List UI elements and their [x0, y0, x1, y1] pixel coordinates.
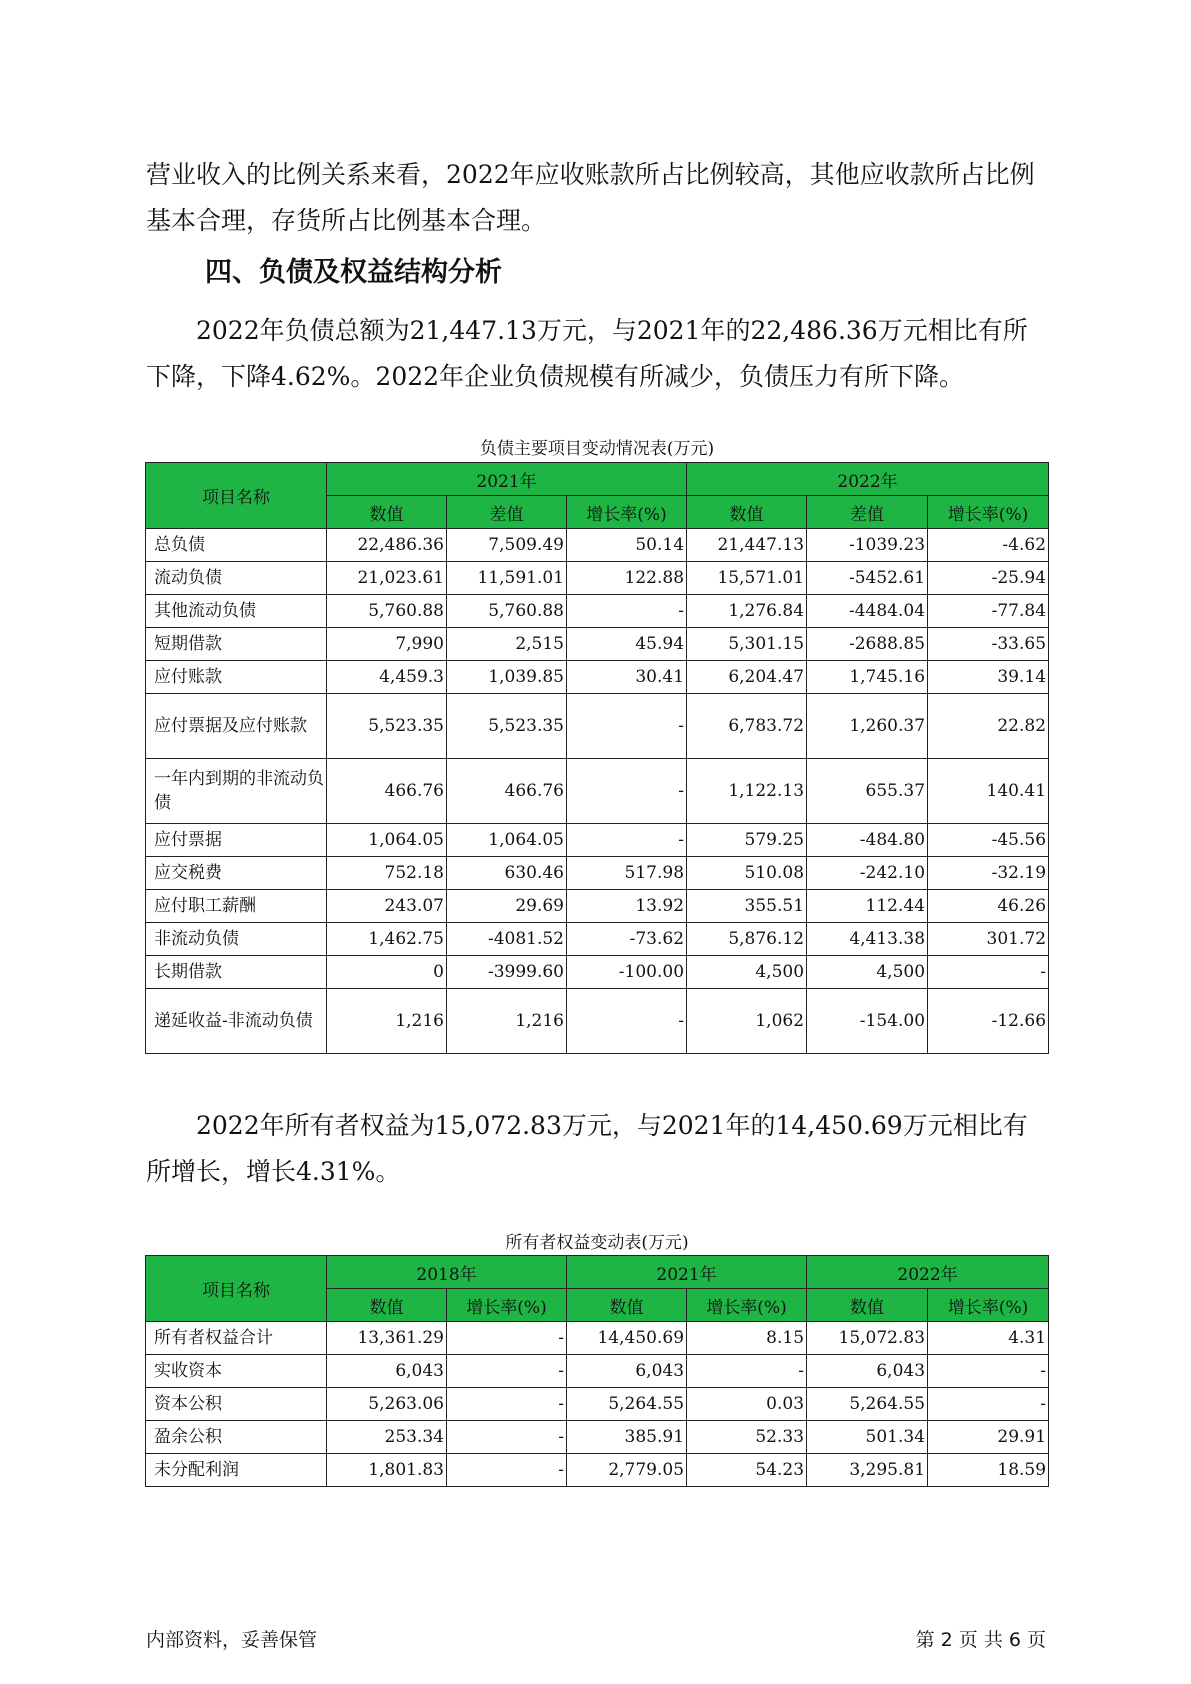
table-cell: -77.84 — [928, 595, 1049, 628]
row-name: 总负债 — [146, 529, 327, 562]
table-cell: -73.62 — [567, 923, 687, 956]
table-cell: 21,023.61 — [327, 562, 447, 595]
table-cell: -4081.52 — [447, 923, 567, 956]
table-cell: - — [567, 759, 687, 824]
table-cell: -242.10 — [807, 857, 928, 890]
table-cell: -154.00 — [807, 989, 928, 1054]
table-cell: 29.91 — [928, 1421, 1049, 1454]
paragraph-equity: 2022年所有者权益为15,072.83万元，与2021年的14,450.69万元相比有所增长，增长4.31%。 — [146, 1111, 1028, 1186]
table-cell: 4,500 — [807, 956, 928, 989]
table-row — [146, 628, 1049, 661]
table-cell: 54.23 — [687, 1454, 807, 1487]
table-row — [146, 1421, 1049, 1454]
row-name: 未分配利润 — [146, 1454, 327, 1487]
table-cell: 5,523.35 — [447, 694, 567, 759]
table-cell: - — [447, 1454, 567, 1487]
table-cell: 29.69 — [447, 890, 567, 923]
table-cell: 253.34 — [327, 1421, 447, 1454]
table-cell: 6,783.72 — [687, 694, 807, 759]
table-cell: 4,413.38 — [807, 923, 928, 956]
table-cell: 1,122.13 — [687, 759, 807, 824]
table-cell: 1,462.75 — [327, 923, 447, 956]
table-cell: - — [567, 694, 687, 759]
table-cell: -484.80 — [807, 824, 928, 857]
table-cell: 0 — [327, 956, 447, 989]
table-row — [146, 529, 1049, 562]
table-cell: 0.03 — [687, 1388, 807, 1421]
header-item-name: 项目名称 — [146, 1256, 327, 1322]
table-cell: - — [928, 956, 1049, 989]
table-cell: 6,043 — [567, 1355, 687, 1388]
header-year-2021: 2021年 — [327, 463, 687, 496]
table-cell: 21,447.13 — [687, 529, 807, 562]
table1-caption: 负债主要项目变动情况表(万元) — [479, 439, 715, 459]
table-cell: -1039.23 — [807, 529, 928, 562]
paragraph-assets-summary: 营业收入的比例关系来看，2022年应收账款所占比例较高，其他应收款所占比例基本合理，存货所占比例基本合理。 — [146, 160, 1035, 235]
table-cell: - — [447, 1388, 567, 1421]
header-year-2021: 2021年 — [567, 1256, 807, 1289]
paragraph-liabilities: 2022年负债总额为21,447.13万元，与2021年的22,486.36万元相比有所下降，下降4.62%。2022年企业负债规模有所减少，负债压力有所下降。 — [146, 316, 1028, 391]
table-cell: 1,745.16 — [807, 661, 928, 694]
table-row — [146, 595, 1049, 628]
table-cell: 52.33 — [687, 1421, 807, 1454]
table-cell: 140.41 — [928, 759, 1049, 824]
table-cell: 1,216 — [447, 989, 567, 1054]
table-cell: - — [928, 1355, 1049, 1388]
table-cell: 30.41 — [567, 661, 687, 694]
header-diff: 差值 — [807, 496, 928, 529]
table-cell: -100.00 — [567, 956, 687, 989]
table-cell: 13,361.29 — [327, 1322, 447, 1355]
table-cell: 5,760.88 — [327, 595, 447, 628]
table-cell: 5,263.06 — [327, 1388, 447, 1421]
table-row — [146, 1454, 1049, 1487]
table-cell: 5,301.15 — [687, 628, 807, 661]
table-row — [146, 890, 1049, 923]
table-cell: -4484.04 — [807, 595, 928, 628]
table-row — [146, 1355, 1049, 1388]
equity-table — [145, 1255, 1049, 1487]
table-cell: 15,072.83 — [807, 1322, 928, 1355]
table-cell: 5,264.55 — [807, 1388, 928, 1421]
table-cell: 6,043 — [327, 1355, 447, 1388]
table-row — [146, 956, 1049, 989]
table-cell: 1,216 — [327, 989, 447, 1054]
table-cell: 5,264.55 — [567, 1388, 687, 1421]
row-name: 非流动负债 — [146, 923, 327, 956]
table-cell: 39.14 — [928, 661, 1049, 694]
table-cell: - — [567, 595, 687, 628]
table-cell: 18.59 — [928, 1454, 1049, 1487]
table-cell: 6,204.47 — [687, 661, 807, 694]
table-cell: -45.56 — [928, 824, 1049, 857]
table-cell: - — [567, 989, 687, 1054]
table-cell: 243.07 — [327, 890, 447, 923]
section-heading: 四、负债及权益结构分析 — [205, 257, 502, 288]
row-name: 所有者权益合计 — [146, 1322, 327, 1355]
table-cell: 22,486.36 — [327, 529, 447, 562]
table-cell: 8.15 — [687, 1322, 807, 1355]
table-cell: 1,039.85 — [447, 661, 567, 694]
table-row — [146, 824, 1049, 857]
header-year-2022: 2022年 — [807, 1256, 1049, 1289]
table-row — [146, 661, 1049, 694]
row-name: 其他流动负债 — [146, 595, 327, 628]
table-cell: - — [447, 1421, 567, 1454]
row-name: 长期借款 — [146, 956, 327, 989]
table-row — [146, 694, 1049, 759]
table-cell: 112.44 — [807, 890, 928, 923]
row-name: 递延收益-非流动负债 — [146, 989, 327, 1054]
header-value: 数值 — [807, 1289, 928, 1322]
row-name: 盈余公积 — [146, 1421, 327, 1454]
table-cell: -2688.85 — [807, 628, 928, 661]
row-name: 应付票据及应付账款 — [146, 694, 327, 759]
table-cell: 1,064.05 — [327, 824, 447, 857]
header-year-2018: 2018年 — [327, 1256, 567, 1289]
header-year-2022: 2022年 — [687, 463, 1049, 496]
row-name: 一年内到期的非流动负债 — [146, 759, 327, 824]
table-cell: 355.51 — [687, 890, 807, 923]
table-cell: -5452.61 — [807, 562, 928, 595]
table-cell: 501.34 — [807, 1421, 928, 1454]
table-cell: 2,779.05 — [567, 1454, 687, 1487]
table-cell: -33.65 — [928, 628, 1049, 661]
table-cell: 4.31 — [928, 1322, 1049, 1355]
row-name: 应交税费 — [146, 857, 327, 890]
table-cell: -32.19 — [928, 857, 1049, 890]
table-cell: 752.18 — [327, 857, 447, 890]
table-cell: 15,571.01 — [687, 562, 807, 595]
table-cell: 655.37 — [807, 759, 928, 824]
table-cell: 13.92 — [567, 890, 687, 923]
table-cell: -3999.60 — [447, 956, 567, 989]
table-cell: 385.91 — [567, 1421, 687, 1454]
table-cell: 2,515 — [447, 628, 567, 661]
table-cell: - — [447, 1322, 567, 1355]
table-cell: 50.14 — [567, 529, 687, 562]
table-cell: 466.76 — [447, 759, 567, 824]
table-cell: - — [687, 1355, 807, 1388]
table-cell: 1,062 — [687, 989, 807, 1054]
table-cell: 1,801.83 — [327, 1454, 447, 1487]
header-growth: 增长率(%) — [928, 496, 1049, 529]
table-row — [146, 1388, 1049, 1421]
table-row — [146, 759, 1049, 824]
footer-confidential: 内部资料，妥善保管 — [146, 1629, 318, 1651]
row-name: 资本公积 — [146, 1388, 327, 1421]
row-name: 应付票据 — [146, 824, 327, 857]
header-value: 数值 — [327, 1289, 447, 1322]
table-cell: 4,500 — [687, 956, 807, 989]
header-value: 数值 — [327, 496, 447, 529]
header-diff: 差值 — [447, 496, 567, 529]
header-growth: 增长率(%) — [447, 1289, 567, 1322]
table-cell: 579.25 — [687, 824, 807, 857]
table-cell: 1,260.37 — [807, 694, 928, 759]
table-row — [146, 1322, 1049, 1355]
table-cell: 5,760.88 — [447, 595, 567, 628]
table2-caption: 所有者权益变动表(万元) — [505, 1233, 689, 1253]
table-cell: -12.66 — [928, 989, 1049, 1054]
table-cell: - — [567, 824, 687, 857]
table-cell: 122.88 — [567, 562, 687, 595]
table-cell: 7,509.49 — [447, 529, 567, 562]
table-cell: 7,990 — [327, 628, 447, 661]
header-growth: 增长率(%) — [928, 1289, 1049, 1322]
header-value: 数值 — [687, 496, 807, 529]
table-cell: 630.46 — [447, 857, 567, 890]
table-cell: 510.08 — [687, 857, 807, 890]
table-cell: 4,459.3 — [327, 661, 447, 694]
row-name: 实收资本 — [146, 1355, 327, 1388]
table-cell: 517.98 — [567, 857, 687, 890]
table-cell: 3,295.81 — [807, 1454, 928, 1487]
header-value: 数值 — [567, 1289, 687, 1322]
row-name: 短期借款 — [146, 628, 327, 661]
row-name: 应付账款 — [146, 661, 327, 694]
table-cell: 11,591.01 — [447, 562, 567, 595]
table-cell: 22.82 — [928, 694, 1049, 759]
table-row — [146, 562, 1049, 595]
table-row — [146, 923, 1049, 956]
table-cell: - — [928, 1388, 1049, 1421]
table-row — [146, 857, 1049, 890]
table-cell: - — [447, 1355, 567, 1388]
table-cell: 1,276.84 — [687, 595, 807, 628]
table-cell: 5,523.35 — [327, 694, 447, 759]
table-cell: 301.72 — [928, 923, 1049, 956]
table-cell: 45.94 — [567, 628, 687, 661]
table-cell: 6,043 — [807, 1355, 928, 1388]
table-cell: 5,876.12 — [687, 923, 807, 956]
liabilities-table — [145, 462, 1049, 1054]
footer-page-number: 第 2 页 共 6 页 — [915, 1629, 1046, 1651]
table-cell: 14,450.69 — [567, 1322, 687, 1355]
table-cell: 46.26 — [928, 890, 1049, 923]
table-cell: -4.62 — [928, 529, 1049, 562]
header-growth: 增长率(%) — [687, 1289, 807, 1322]
table-cell: 1,064.05 — [447, 824, 567, 857]
row-name: 流动负债 — [146, 562, 327, 595]
table-cell: 466.76 — [327, 759, 447, 824]
row-name: 应付职工薪酬 — [146, 890, 327, 923]
header-growth: 增长率(%) — [567, 496, 687, 529]
header-item-name: 项目名称 — [146, 463, 327, 529]
table-cell: -25.94 — [928, 562, 1049, 595]
table-row — [146, 989, 1049, 1054]
